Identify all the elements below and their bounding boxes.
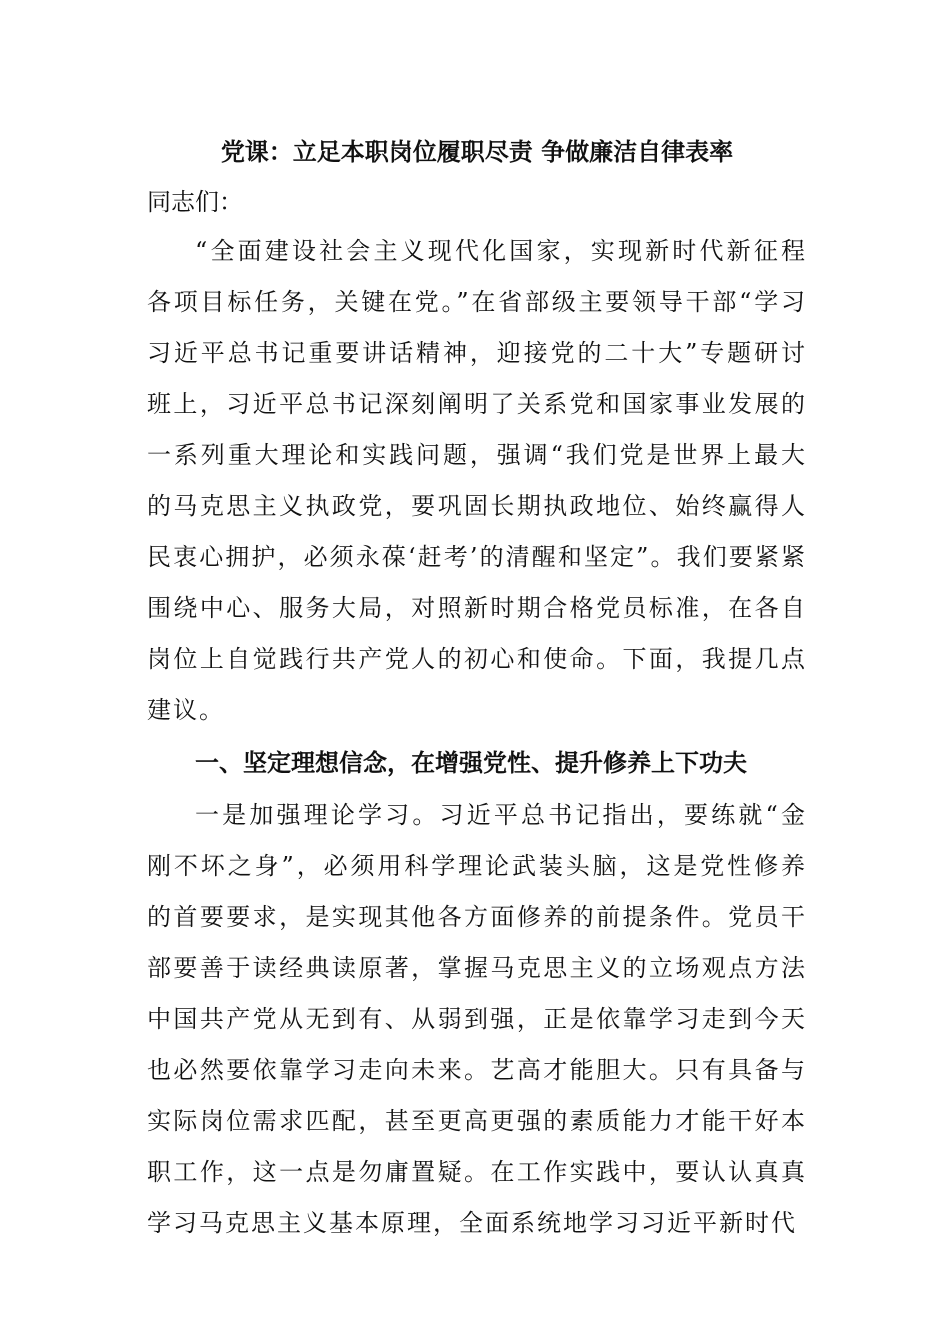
paragraph-intro: “全面建设社会主义现代化国家，实现新时代新征程各项目标任务，关键在党。”在省部级主要领导干部“学习习近平总书记重要讲话精神，迎接党的二十大”专题研讨班上，习近平总书记深刻阐明了关系党和国家事业发展的一系列重大理论和实践问题，强调“我们党是世界上最大的马克思主义执政党，要巩固长期执政地位、始终赢得人民衷心拥护，必须永葆‘赶考’的清醒和坚定”。我们要紧紧围绕中心、服务大局，对照新时期合格党员标准，在各自岗位上自觉践行共产党人的初心和使命。下面，我提几点建议。 xyxy=(147,237,807,724)
document-page xyxy=(147,126,807,1249)
paragraph-theory-study: 一是加强理论学习。习近平总书记指出，要练就“金刚不坏之身”，必须用科学理论武装头脑，这是党性修养的首要要求，是实现其他各方面修养的前提条件。党员干部要善于读经典读原著，掌握马克思主义的立场观点方法中国共产党从无到有、从弱到强，正是依靠学习走到今天也必然要依靠学习走向未来。艺高才能胆大。只有具备与实际岗位需求匹配，甚至更高更强的素质能力才能干好本职工作，这一点是勿庸置疑。在工作实践中，要认认真真学习马克思主义基本原理，全面系统地学习习近平新时代 xyxy=(147,801,807,1237)
document-title: 党课：立足本职岗位履职尽责 争做廉洁自律表率 xyxy=(220,138,734,166)
section-heading-1: 一、坚定理想信念，在增强党性、提升修养上下功夫 xyxy=(195,749,747,777)
salutation: 同志们： xyxy=(147,188,243,216)
